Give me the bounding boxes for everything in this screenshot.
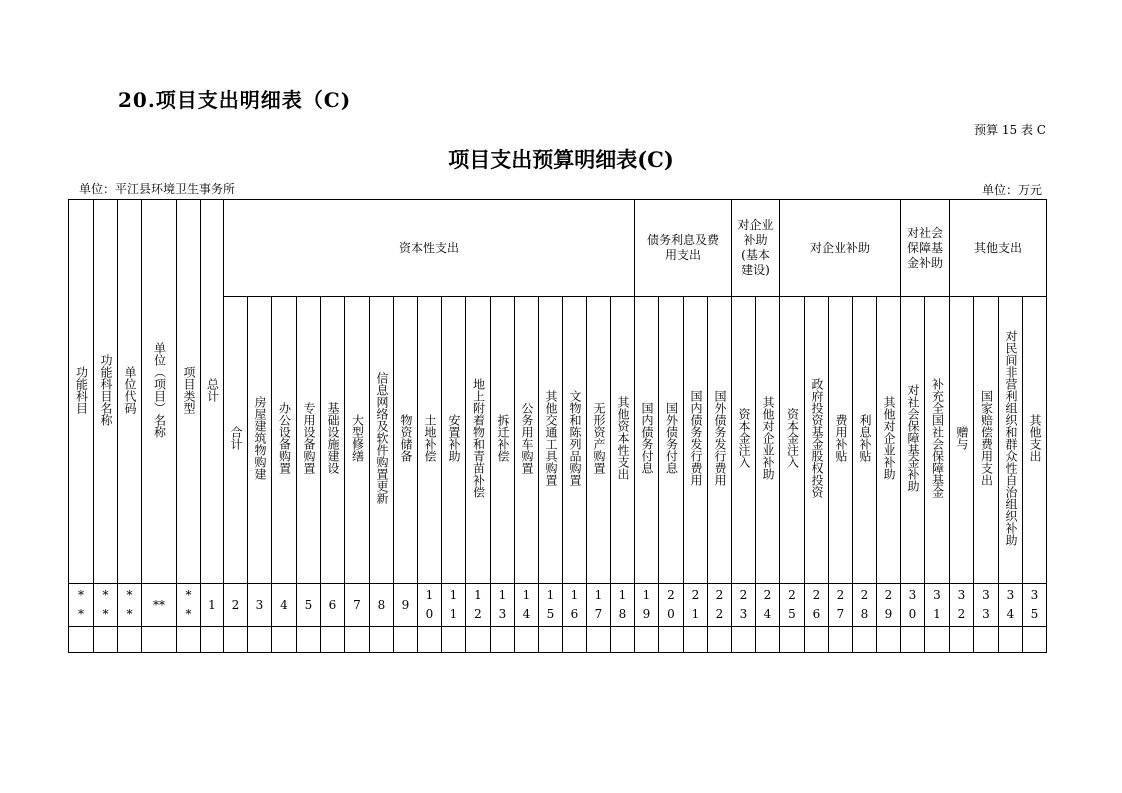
code-value: 9 [401, 597, 410, 612]
code-value: 6 [328, 597, 337, 612]
code-value: 23 [739, 588, 748, 621]
empty-cell [370, 627, 394, 653]
empty-cell [877, 627, 901, 653]
code-value: 16 [570, 588, 579, 621]
code-cell [94, 584, 118, 627]
sub-col-label: 公务用车购置 [520, 402, 534, 474]
col-header: 功能科目 [74, 365, 89, 414]
code-cell [201, 584, 224, 627]
sub-col-header [321, 297, 345, 584]
empty-cell [248, 627, 272, 653]
sub-col-label: 国家赔偿费用支出 [979, 390, 994, 486]
sub-col-label: 费用补贴 [834, 414, 848, 462]
sub-col-label: 国内债务发行费用 [689, 390, 703, 486]
col-header: 功能科目名称 [99, 353, 113, 426]
code-value: 32 [957, 588, 966, 621]
code-cell [999, 584, 1023, 627]
code-cell [370, 584, 394, 627]
code-cell [491, 584, 515, 627]
code-cell [756, 584, 780, 627]
code-value: 15 [546, 588, 555, 621]
code-value: 33 [982, 588, 990, 621]
code-value: ** [126, 588, 133, 621]
code-value: 14 [522, 588, 531, 621]
sub-col-label: 专用设备购置 [302, 402, 316, 474]
sub-col-header [248, 297, 272, 584]
sub-col-header [950, 297, 974, 584]
sub-col-header [611, 297, 635, 584]
code-cell [805, 584, 829, 627]
code-cell [142, 584, 177, 627]
header-fixed [201, 200, 224, 584]
sub-col-label: 赠与 [955, 426, 969, 450]
code-cell [563, 584, 587, 627]
empty-cell [950, 627, 974, 653]
code-cell [345, 584, 370, 627]
sub-col-label: 文物和陈列品购置 [568, 390, 582, 486]
sub-col-header [684, 297, 708, 584]
sub-col-label: 政府投资基金股权投资 [810, 378, 824, 498]
empty-cell [708, 627, 732, 653]
code-cell [321, 584, 345, 627]
code-cell [394, 584, 418, 627]
empty-cell [684, 627, 708, 653]
sub-col-label: 对民间非营利组织和群众性自治组织补助 [1004, 330, 1018, 546]
empty-cell [491, 627, 515, 653]
empty-cell [69, 627, 94, 653]
code-value: 19 [642, 588, 651, 621]
sub-col-label: 基础设施建设 [326, 402, 340, 474]
code-value: ** [102, 588, 109, 621]
code-cell [248, 584, 272, 627]
empty-cell [94, 627, 118, 653]
empty-cell [611, 627, 635, 653]
col-header: 总计 [205, 377, 220, 402]
sub-col-label: 国外债务付息 [664, 402, 679, 474]
empty-cell [805, 627, 829, 653]
sub-col-header [418, 297, 442, 584]
sub-col-label: 其他交通工具购置 [544, 390, 558, 486]
code-value: 20 [667, 588, 675, 621]
empty-cell [853, 627, 877, 653]
unit-money: 单位：万元 [981, 183, 1042, 197]
code-value: 30 [908, 588, 917, 621]
sub-col-label: 信息网络及软件购置更新 [375, 372, 389, 504]
empty-cell [272, 627, 297, 653]
code-cell [950, 584, 974, 627]
code-value: 28 [860, 588, 869, 621]
sub-col-label: 资本金注入 [737, 408, 751, 468]
sub-col-label: 大型修缮 [350, 414, 365, 462]
table-title: 项目支出预算明细表(C) [448, 147, 674, 172]
sub-col-label: 合计 [229, 426, 243, 450]
empty-cell [224, 627, 248, 653]
sub-col-label: 其他对企业补助 [882, 396, 896, 480]
sub-col-header [829, 297, 853, 584]
col-header: 项目类型 [182, 365, 196, 414]
code-cell [587, 584, 611, 627]
empty-cell [539, 627, 563, 653]
budget-table [68, 199, 1047, 653]
code-value: 3 [255, 597, 264, 612]
empty-cell [829, 627, 853, 653]
code-value: 27 [836, 588, 845, 621]
group-header: 对社会保障基金补助 [901, 200, 950, 297]
header-fixed [118, 200, 142, 584]
code-value: 11 [449, 588, 458, 621]
code-value: 12 [474, 588, 482, 621]
code-value: 4 [280, 597, 288, 612]
code-cell [177, 584, 201, 627]
group-header: 对企业补助 [780, 200, 901, 297]
sub-col-label: 土地补偿 [423, 414, 437, 462]
empty-cell [780, 627, 805, 653]
code-value: 25 [788, 588, 796, 621]
empty-cell [925, 627, 950, 653]
sub-col-header [708, 297, 732, 584]
sub-col-label: 其他支出 [1028, 414, 1042, 462]
sub-col-label: 利息补贴 [858, 414, 872, 462]
sub-col-label: 地上附着物和青苗补偿 [471, 378, 486, 498]
code-cell [901, 584, 925, 627]
code-value: 1 [208, 597, 216, 612]
sub-col-header [999, 297, 1023, 584]
code-cell [659, 584, 684, 627]
sub-col-header [732, 297, 756, 584]
sub-col-label: 资本金注入 [785, 408, 800, 468]
empty-cell [321, 627, 345, 653]
sub-col-label: 其他对企业补助 [761, 396, 775, 480]
code-cell [539, 584, 563, 627]
sub-col-header [345, 297, 370, 584]
header-fixed [142, 200, 177, 584]
code-cell [829, 584, 853, 627]
sub-col-header [587, 297, 611, 584]
sub-col-header [442, 297, 466, 584]
code-cell [611, 584, 635, 627]
empty-cell [974, 627, 999, 653]
sub-col-header [297, 297, 321, 584]
form-number: 预算 15 表 C [974, 123, 1046, 137]
code-cell [684, 584, 708, 627]
empty-cell [201, 627, 224, 653]
empty-cell [418, 627, 442, 653]
sub-col-header [805, 297, 829, 584]
sub-col-header [539, 297, 563, 584]
sub-col-label: 对社会保障基金补助 [906, 384, 920, 492]
code-cell [69, 584, 94, 627]
empty-cell [297, 627, 321, 653]
code-value: ** [185, 588, 192, 621]
code-value: 7 [353, 597, 361, 612]
empty-cell [732, 627, 756, 653]
code-value: 34 [1006, 588, 1015, 621]
code-value: 21 [691, 588, 700, 621]
group-header: 对企业补助(基本建设) [732, 200, 780, 297]
sub-col-label: 补充全国社会保障基金 [930, 378, 945, 498]
sub-col-header [901, 297, 925, 584]
empty-cell [999, 627, 1023, 653]
unit-organization: 单位：平江县环境卫生事务所 [79, 182, 236, 196]
header-fixed [69, 200, 94, 584]
code-cell [515, 584, 539, 627]
code-value: 31 [933, 588, 941, 621]
sub-col-header [224, 297, 248, 584]
code-value: 13 [498, 588, 507, 621]
code-value: ** [153, 597, 165, 612]
empty-cell [659, 627, 684, 653]
empty-cell [635, 627, 659, 653]
sub-col-label: 拆迁补偿 [496, 414, 510, 462]
code-value: 29 [884, 588, 893, 621]
empty-cell [394, 627, 418, 653]
sub-col-header [394, 297, 418, 584]
empty-cell [118, 627, 142, 653]
sub-col-header [877, 297, 901, 584]
empty-cell [466, 627, 491, 653]
code-cell [925, 584, 950, 627]
empty-cell [142, 627, 177, 653]
code-cell [442, 584, 466, 627]
code-cell [118, 584, 142, 627]
sub-col-header [491, 297, 515, 584]
sub-col-header [1023, 297, 1047, 584]
code-value: 24 [763, 588, 772, 621]
code-cell [224, 584, 248, 627]
group-header: 其他支出 [950, 200, 1047, 297]
code-value: 10 [425, 588, 434, 621]
group-header: 债务利息及费用支出 [635, 200, 732, 297]
sub-col-label: 房屋建筑物购建 [253, 396, 267, 480]
sub-col-label: 办公设备购置 [277, 402, 292, 474]
col-header: 单位（项目）名称 [152, 341, 167, 438]
code-value: 17 [594, 588, 603, 621]
sub-col-label: 安置补助 [447, 414, 461, 462]
sub-col-label: 国内债务付息 [640, 402, 654, 474]
code-value: 22 [715, 588, 724, 621]
code-cell [297, 584, 321, 627]
sub-col-header [515, 297, 539, 584]
sub-col-header [780, 297, 805, 584]
empty-cell [756, 627, 780, 653]
sub-col-label: 物资储备 [399, 414, 413, 462]
code-value: 26 [812, 588, 821, 621]
sub-col-label: 国外债务发行费用 [713, 390, 727, 486]
sub-col-header [659, 297, 684, 584]
group-header: 资本性支出 [224, 200, 635, 297]
empty-cell [1023, 627, 1047, 653]
empty-cell [345, 627, 370, 653]
sub-col-header [563, 297, 587, 584]
empty-cell [515, 627, 539, 653]
code-cell [1023, 584, 1047, 627]
empty-cell [587, 627, 611, 653]
sub-col-label: 其他资本性支出 [616, 396, 630, 480]
code-cell [418, 584, 442, 627]
header-fixed [177, 200, 201, 584]
empty-cell [901, 627, 925, 653]
sub-col-header [925, 297, 950, 584]
code-value: 5 [304, 597, 313, 612]
code-cell [780, 584, 805, 627]
header-fixed [94, 200, 118, 584]
code-value: 18 [618, 588, 627, 621]
sub-col-header [466, 297, 491, 584]
empty-cell [442, 627, 466, 653]
code-cell [466, 584, 491, 627]
section-title: 20.项目支出明细表（C) [118, 88, 352, 112]
sub-col-header [853, 297, 877, 584]
code-value: 2 [231, 597, 240, 612]
sub-col-label: 无形资产购置 [592, 402, 606, 474]
empty-cell [563, 627, 587, 653]
code-cell [272, 584, 297, 627]
code-cell [635, 584, 659, 627]
sub-col-header [635, 297, 659, 584]
code-cell [974, 584, 999, 627]
code-cell [853, 584, 877, 627]
sub-col-header [272, 297, 297, 584]
sub-col-header [974, 297, 999, 584]
col-header: 单位代码 [123, 365, 137, 414]
code-cell [708, 584, 732, 627]
empty-cell [177, 627, 201, 653]
sub-col-header [756, 297, 780, 584]
code-value: 35 [1030, 588, 1039, 621]
code-cell [732, 584, 756, 627]
sub-col-header [370, 297, 394, 584]
code-value: 8 [377, 597, 386, 612]
code-value: ** [78, 588, 84, 621]
code-cell [877, 584, 901, 627]
